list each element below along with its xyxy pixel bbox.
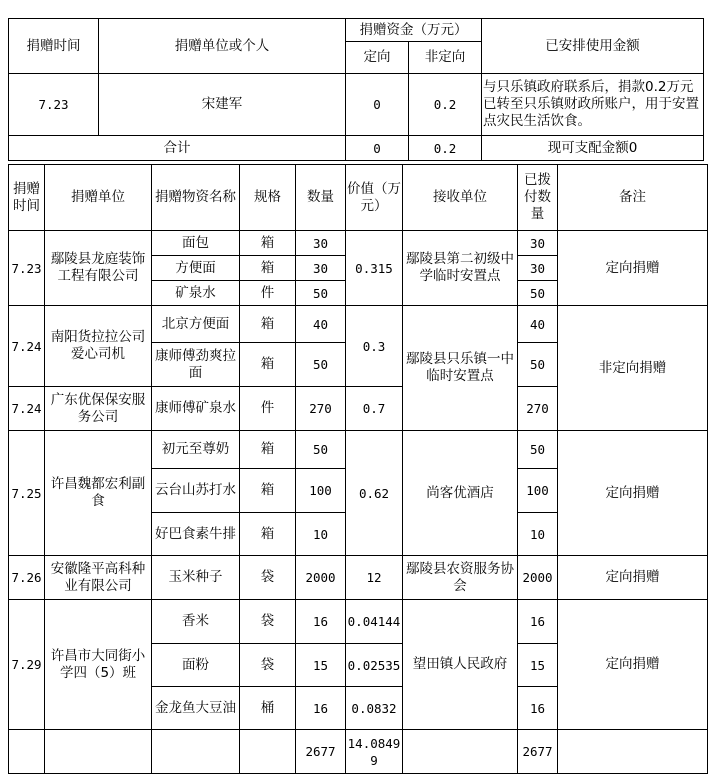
item-name: 香米 (152, 600, 240, 644)
item-name: 玉米种子 (152, 556, 240, 600)
table-row (9, 306, 708, 343)
item-quantity: 10 (296, 513, 346, 556)
dispatched-quantity: 50 (518, 431, 558, 469)
donation-note: 定向捐赠 (558, 556, 708, 600)
dispatched-quantity: 10 (518, 513, 558, 556)
item-spec: 袋 (240, 644, 296, 687)
item-name: 金龙鱼大豆油 (152, 687, 240, 730)
dispatched-quantity: 50 (518, 343, 558, 387)
item-quantity: 30 (296, 231, 346, 256)
receiver-unit: 鄢陵县第二初级中学临时安置点 (403, 231, 518, 306)
header-note: 备注 (558, 165, 708, 231)
empty-cell (9, 730, 45, 774)
donor-unit: 南阳货拉拉公司爱心司机 (45, 306, 152, 387)
header-receiver: 接收单位 (403, 165, 518, 231)
donation-note: 定向捐赠 (558, 600, 708, 730)
item-name: 康师傅劲爽拉面 (152, 343, 240, 387)
item-quantity: 50 (296, 281, 346, 306)
item-quantity: 40 (296, 306, 346, 343)
item-value: 0.7 (346, 387, 403, 431)
header-spec: 规格 (240, 165, 296, 231)
item-spec: 箱 (240, 231, 296, 256)
total-quantity: 2677 (296, 730, 346, 774)
item-value: 12 (346, 556, 403, 600)
item-name: 康师傅矿泉水 (152, 387, 240, 431)
header-item-name: 捐赠物资名称 (152, 165, 240, 231)
item-name: 初元至尊奶 (152, 431, 240, 469)
item-name: 矿泉水 (152, 281, 240, 306)
item-quantity: 100 (296, 469, 346, 513)
item-spec: 袋 (240, 556, 296, 600)
donation-note: 定向捐赠 (558, 431, 708, 556)
dispatched-quantity: 30 (518, 231, 558, 256)
table-row (9, 231, 708, 256)
header-fund: 捐赠资金（万元） (346, 19, 482, 42)
item-spec: 箱 (240, 431, 296, 469)
receiver-unit: 鄢陵县农资服务协会 (403, 556, 518, 600)
donation-date: 7.24 (9, 306, 45, 387)
table-row (9, 556, 708, 600)
cash-directed: 0 (346, 74, 409, 136)
dispatched-quantity: 100 (518, 469, 558, 513)
total-value: 14.08499 (346, 730, 403, 774)
donor-unit: 鄢陵县龙庭装饰工程有限公司 (45, 231, 152, 306)
item-quantity: 270 (296, 387, 346, 431)
donor-unit: 广东优保保安服务公司 (45, 387, 152, 431)
header-donation-time: 捐赠时间 (9, 165, 45, 231)
donation-date: 7.23 (9, 231, 45, 306)
receiver-unit: 鄢陵县只乐镇一中临时安置点 (403, 306, 518, 431)
item-value: 0.02535 (346, 644, 403, 687)
receiver-unit: 尚客优酒店 (403, 431, 518, 556)
item-quantity: 16 (296, 687, 346, 730)
cash-undirected: 0.2 (409, 74, 482, 136)
donor-unit: 许昌魏都宏利副食 (45, 431, 152, 556)
header-quantity: 数量 (296, 165, 346, 231)
cash-total-undirected: 0.2 (409, 136, 482, 161)
header-directed: 定向 (346, 42, 409, 74)
header-used-amount: 已安排使用金额 (482, 19, 704, 74)
item-quantity: 16 (296, 600, 346, 644)
dispatched-quantity: 270 (518, 387, 558, 431)
empty-cell (152, 730, 240, 774)
table-row (9, 74, 704, 136)
item-value: 0.62 (346, 431, 403, 556)
donation-date: 7.25 (9, 431, 45, 556)
dispatched-quantity: 40 (518, 306, 558, 343)
total-dispatched: 2677 (518, 730, 558, 774)
donation-date: 7.24 (9, 387, 45, 431)
dispatched-quantity: 30 (518, 256, 558, 281)
header-row (9, 165, 708, 231)
donation-note: 非定向捐赠 (558, 306, 708, 431)
header-undirected: 非定向 (409, 42, 482, 74)
dispatched-quantity: 16 (518, 687, 558, 730)
item-quantity: 50 (296, 343, 346, 387)
receiver-unit: 望田镇人民政府 (403, 600, 518, 730)
cash-used-description: 与只乐镇政府联系后，捐款0.2万元已转至只乐镇财政所账户，用于安置点灾民生活饮食。 (482, 74, 704, 136)
donation-note: 定向捐赠 (558, 231, 708, 306)
empty-cell (558, 730, 708, 774)
empty-cell (403, 730, 518, 774)
empty-cell (240, 730, 296, 774)
item-spec: 箱 (240, 469, 296, 513)
item-value: 0.315 (346, 231, 403, 306)
item-name: 云台山苏打水 (152, 469, 240, 513)
empty-cell (45, 730, 152, 774)
item-spec: 箱 (240, 306, 296, 343)
dispatched-quantity: 15 (518, 644, 558, 687)
header-donation-time: 捐赠时间 (9, 19, 99, 74)
header-dispatched: 已拨付数量 (518, 165, 558, 231)
item-value: 0.3 (346, 306, 403, 387)
item-value: 0.0832 (346, 687, 403, 730)
item-name: 北京方便面 (152, 306, 240, 343)
item-quantity: 30 (296, 256, 346, 281)
item-name: 好巴食素牛排 (152, 513, 240, 556)
cash-donation-table (8, 18, 704, 161)
donor-unit: 安徽隆平高科种业有限公司 (45, 556, 152, 600)
item-spec: 箱 (240, 256, 296, 281)
item-spec: 箱 (240, 343, 296, 387)
cash-total-label: 合计 (9, 136, 346, 161)
item-name: 方便面 (152, 256, 240, 281)
item-spec: 件 (240, 281, 296, 306)
item-spec: 袋 (240, 600, 296, 644)
cash-total-directed: 0 (346, 136, 409, 161)
table-row (9, 600, 708, 644)
item-spec: 件 (240, 387, 296, 431)
item-quantity: 15 (296, 644, 346, 687)
goods-donation-table (8, 164, 708, 774)
item-name: 面包 (152, 231, 240, 256)
dispatched-quantity: 50 (518, 281, 558, 306)
dispatched-quantity: 2000 (518, 556, 558, 600)
item-value: 0.04144 (346, 600, 403, 644)
cash-available: 现可支配金额0 (482, 136, 704, 161)
header-donor-unit: 捐赠单位 (45, 165, 152, 231)
item-quantity: 50 (296, 431, 346, 469)
item-name: 面粉 (152, 644, 240, 687)
item-quantity: 2000 (296, 556, 346, 600)
cash-donor: 宋建军 (99, 74, 346, 136)
cash-date: 7.23 (9, 74, 99, 136)
item-spec: 桶 (240, 687, 296, 730)
donation-date: 7.26 (9, 556, 45, 600)
total-row (9, 730, 708, 774)
donor-unit: 许昌市大同街小学四（5）班 (45, 600, 152, 730)
donation-date: 7.29 (9, 600, 45, 730)
dispatched-quantity: 16 (518, 600, 558, 644)
header-donor: 捐赠单位或个人 (99, 19, 346, 74)
header-value: 价值（万元） (346, 165, 403, 231)
total-row (9, 136, 704, 161)
table-row (9, 431, 708, 469)
item-spec: 箱 (240, 513, 296, 556)
